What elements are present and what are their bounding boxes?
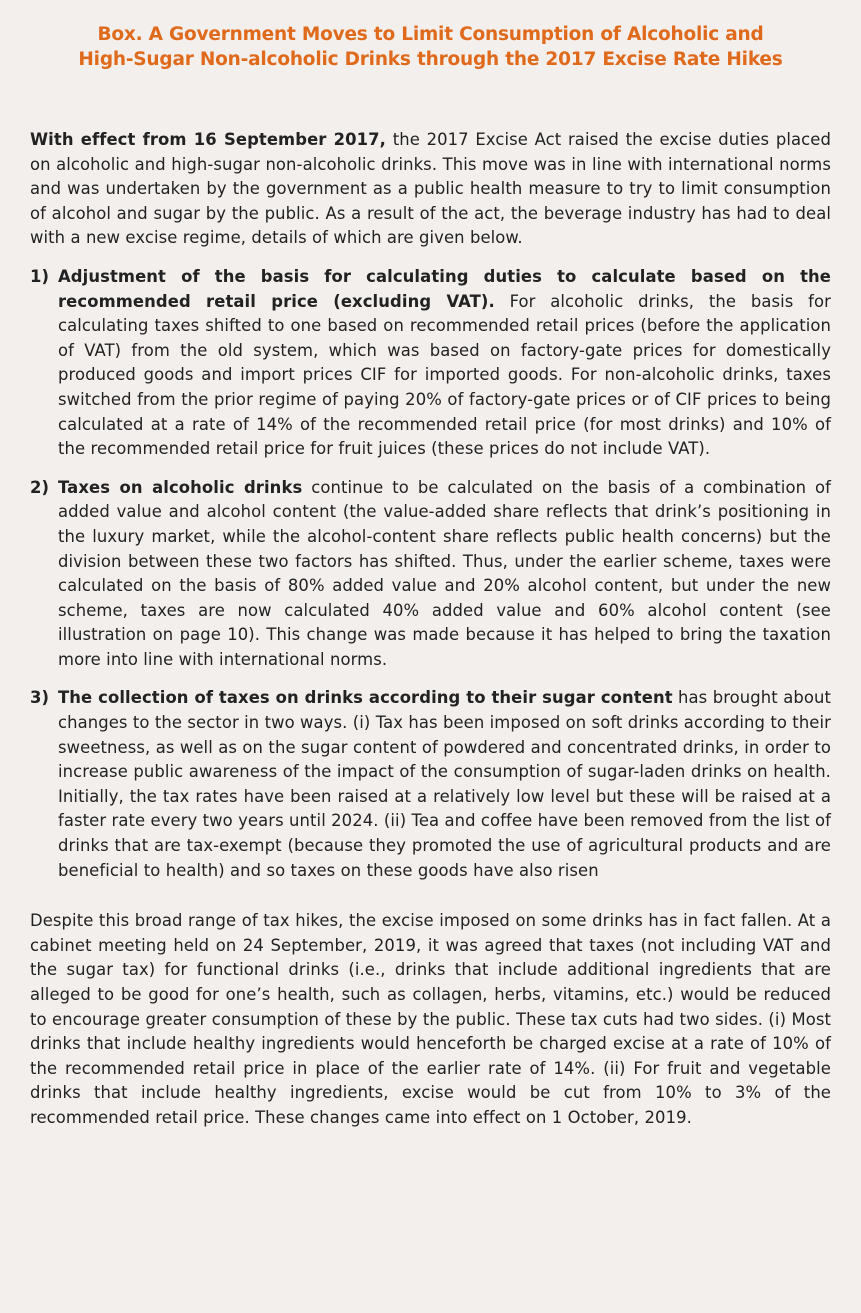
list-item-number: 1)	[30, 266, 50, 286]
list-item	[30, 265, 831, 462]
excise-changes-list	[30, 265, 831, 883]
list-item-text: For alcoholic drinks, the basis for calculating taxes shifted to one based on recommended retail prices (before the application of VAT) from the old system, which was based on factory-gate prices for domestically produced goods and import prices CIF for imported goods. For non-alcoholic drinks, taxes switched from the prior regime of paying 20% of factory-gate prices or of CIF prices to being calculated at a rate of 14% of the recommended retail price (for most drinks) and 10% of the recommended retail price for fruit juices (these prices do not include VAT).	[58, 291, 831, 459]
intro-lead: With effect from 16 September 2017,	[30, 130, 386, 149]
intro-text: the 2017 Excise Act raised the excise duties placed on alcoholic and high-sugar non-alcoholic drinks. This move was in line with international norms and was undertaken by the government as a public health measure to try to limit consumption of alcohol and sugar by the public. As a result of the act, the beverage industry has had to deal with a new excise regime, details of which are given below.	[30, 130, 831, 248]
list-item-lead: The collection of taxes on drinks according to their sugar content	[58, 688, 673, 708]
list-item-text: continue to be calculated on the basis of a combination of added value and alcohol content (the value-added share reflects that drink’s positioning in the luxury market, while the alcohol-content share reflects public health concerns) but the division between these two factors has shifted. Thus, under the earlier scheme, taxes were calculated on the basis of 80% added value and 20% alcohol content, but under the new scheme, taxes are now calculated 40% added value and 60% alcohol content (see illustration on page 10). This change was made because it has helped to bring the taxation more into line with international norms.	[58, 477, 831, 669]
list-item	[30, 476, 831, 673]
box-title	[30, 22, 831, 72]
list-item-lead: Taxes on alcoholic drinks	[58, 477, 303, 497]
box-title-line-1: Box. A Government Moves to Limit Consumption of Alcoholic and	[97, 24, 764, 45]
intro-paragraph	[30, 128, 831, 251]
list-item-number: 2)	[30, 477, 50, 497]
box-title-line-2: High-Sugar Non-alcoholic Drinks through the 2017 Excise Rate Hikes	[78, 49, 783, 70]
list-item-lead: Adjustment of the basis for calculating duties to calculate based on the recommended retail price (excluding VAT).	[58, 266, 831, 311]
closing-paragraph: Despite this broad range of tax hikes, the excise imposed on some drinks has in fact fallen. At a cabinet meeting held on 24 September, 2019, it was agreed that taxes (not including VAT and the sugar tax) for functional drinks (i.e., drinks that include additional ingredients that are alleged to be good for one’s health, such as collagen, herbs, vitamins, etc.) would be reduced to encourage greater consumption of these by the public. These tax cuts had two sides. (i) Most drinks that include healthy ingredients would henceforth be charged excise at a rate of 10% of the recommended retail price in place of the earlier rate of 14%. (ii) For fruit and vegetable drinks that include healthy ingredients, excise would be cut from 10% to 3% of the recommended retail price. These changes came into effect on 1 October, 2019.	[30, 911, 831, 1127]
list-item	[30, 686, 831, 883]
list-item-number: 3)	[30, 688, 50, 708]
list-item-text: has brought about changes to the sector in two ways. (i) Tax has been imposed on soft drinks according to their sweetness, as well as on the sugar content of powdered and concentrated drinks, in order to increase public awareness of the impact of the consumption of sugar-laden drinks on health. Initially, the tax rates have been raised at a relatively low level but these will be raised at a faster rate every two years until 2024. (ii) Tea and coffee have been removed from the list of drinks that are tax-exempt (because they promoted the use of agricultural products and are beneficial to health) and so taxes on these goods have also risen	[58, 688, 831, 880]
